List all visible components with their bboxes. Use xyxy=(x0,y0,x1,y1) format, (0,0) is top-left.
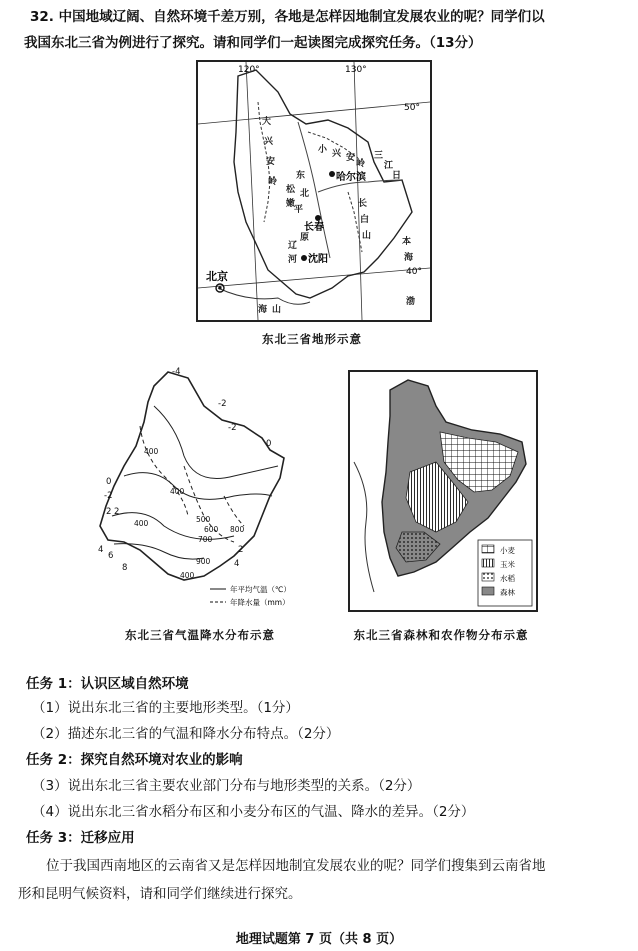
isotherm-label: -2 xyxy=(228,423,237,433)
isohyet-label: 600 xyxy=(204,525,219,534)
city-label-changchun: 长春 xyxy=(304,222,324,233)
isotherm-line xyxy=(114,544,204,559)
city-dot-shenyang xyxy=(301,255,307,261)
task-item-2: （2）描述东北三省的气温和降水分布特点。（2分） xyxy=(32,726,340,742)
isohyet-label: 400 xyxy=(180,571,195,580)
city-label-beijing: 北京 xyxy=(206,270,228,283)
city-dot-changchun xyxy=(315,215,321,221)
isotherm-label: -4 xyxy=(172,367,181,377)
map-char: 江 xyxy=(384,161,394,171)
climate-region-outline xyxy=(100,372,284,580)
legend-corn-label: 玉米 xyxy=(500,560,515,569)
lat-label-50: 50° xyxy=(404,103,420,113)
map-char: 渤 xyxy=(406,297,416,307)
isohyet-label: 400 xyxy=(170,487,185,496)
map-char: 日 xyxy=(392,171,402,181)
isotherm-label: 4 xyxy=(98,545,104,555)
lat-label-40: 40° xyxy=(406,267,422,277)
map-char: 本 xyxy=(402,237,412,247)
legend-isotherm-label: 年平均气温（℃） xyxy=(230,585,291,594)
legend-forest-label: 森林 xyxy=(500,588,515,597)
task-item-4: （4）说出东北三省水稻分布区和小麦分布区的气温、降水的差异。（2分） xyxy=(32,804,475,820)
isotherm-label: 2 xyxy=(238,545,244,555)
legend-wheat-swatch xyxy=(482,545,494,553)
isotherm-label: 0 xyxy=(266,439,272,449)
coastline xyxy=(218,288,310,304)
terrain-map-caption: 东北三省地形示意 xyxy=(262,332,362,346)
city-dot-harbin xyxy=(329,171,335,177)
crop-map-caption: 东北三省森林和农作物分布示意 xyxy=(353,628,529,642)
map-char: 嫩 xyxy=(286,199,296,209)
map-char: 兴 xyxy=(332,149,342,159)
map-char: 东 xyxy=(296,171,306,181)
isotherm-label: 2 xyxy=(106,507,112,517)
lon-label-130: 130° xyxy=(345,65,367,75)
terrain-map xyxy=(196,60,432,322)
isotherm-label: -2 xyxy=(218,399,227,409)
legend-rice-label: 水稻 xyxy=(500,574,515,583)
city-dot-beijing-center xyxy=(218,286,221,289)
map-char: 大 xyxy=(262,117,272,127)
legend-corn-swatch xyxy=(482,559,494,567)
page-footer: 地理试题第 7 页（共 8 页） xyxy=(235,932,403,947)
isotherm-label: 2 xyxy=(114,507,120,517)
city-label-shenyang: 沈阳 xyxy=(308,254,328,265)
isohyet-line xyxy=(140,426,188,516)
outer-boundary-line xyxy=(354,462,374,592)
question-intro xyxy=(24,4,624,56)
map-char: 安 xyxy=(346,153,356,163)
isotherm-label: 4 xyxy=(234,559,240,569)
isotherm-label: 0 xyxy=(106,477,112,487)
map-char: 岭 xyxy=(356,159,366,169)
crop-map xyxy=(348,370,538,612)
lon-label-120: 120° xyxy=(238,65,260,75)
legend-forest-swatch xyxy=(482,587,494,595)
legend-isohyet-label: 年降水量（mm） xyxy=(230,598,290,607)
isohyet-line xyxy=(224,496,244,526)
map-char: 三 xyxy=(374,151,384,161)
closing-line-2: 形和昆明气候资料，请和同学们继续进行探究。 xyxy=(18,886,302,902)
terrain-map-svg xyxy=(198,62,430,320)
map-char: 辽 xyxy=(288,241,298,251)
task-3-title: 任务 3：迁移应用 xyxy=(26,830,135,846)
closing-paragraph xyxy=(18,852,622,908)
closing-line-1: 位于我国西南地区的云南省又是怎样因地制宜发展农业的呢？同学们搜集到云南省地 xyxy=(46,858,546,874)
task-1-title: 任务 1：认识区域自然环境 xyxy=(26,676,189,692)
map-char: 安 xyxy=(266,157,276,167)
climate-map xyxy=(84,366,304,616)
map-char: 河 xyxy=(288,255,298,265)
legend-rice-swatch xyxy=(482,573,494,581)
task-item-1: （1）说出东北三省的主要地形类型。（1分） xyxy=(32,700,299,716)
isohyet-label: 400 xyxy=(134,519,149,528)
city-label-harbin: 哈尔滨 xyxy=(336,172,366,183)
isotherm-line xyxy=(154,406,278,479)
task-2-title: 任务 2：探究自然环境对农业的影响 xyxy=(26,752,243,768)
map-char: 兴 xyxy=(264,137,274,147)
map-char: 北 xyxy=(300,189,310,199)
map-char: 海 xyxy=(258,305,268,315)
isohyet-label: 700 xyxy=(198,535,213,544)
map-char: 山 xyxy=(362,231,372,241)
climate-map-caption: 东北三省气温降水分布示意 xyxy=(125,628,275,642)
map-char: 海 xyxy=(404,253,414,263)
map-char: 小 xyxy=(318,145,328,155)
isotherm-label: -2 xyxy=(104,491,113,501)
question-line-2: 我国东北三省为例进行了探究。请和同学们一起读图完成探究任务。（13分） xyxy=(24,35,482,51)
isohyet-label: 400 xyxy=(144,447,159,456)
isohyet-label: 800 xyxy=(230,525,245,534)
question-line-1: 32. 中国地域辽阔、自然环境千差万别，各地是怎样因地制宜发展农业的呢？同学们以 xyxy=(30,9,545,25)
isohyet-label: 500 xyxy=(196,515,211,524)
map-char: 岭 xyxy=(268,177,278,187)
isotherm-line xyxy=(124,473,272,500)
isotherm-label: 8 xyxy=(122,563,128,573)
isotherm-label: 6 xyxy=(108,551,114,561)
legend-wheat-label: 小麦 xyxy=(500,546,515,555)
map-char: 松 xyxy=(286,185,296,195)
crop-map-svg xyxy=(350,372,536,610)
map-char: 山 xyxy=(272,305,282,315)
climate-map-svg xyxy=(84,366,304,616)
map-char: 平 xyxy=(294,205,304,215)
task-item-3: （3）说出东北三省主要农业部门分布与地形类型的关系。（2分） xyxy=(32,778,421,794)
map-char: 原 xyxy=(300,233,310,243)
map-char: 长 xyxy=(358,199,368,209)
isohyet-label: 900 xyxy=(196,557,211,566)
map-char: 白 xyxy=(360,215,370,225)
